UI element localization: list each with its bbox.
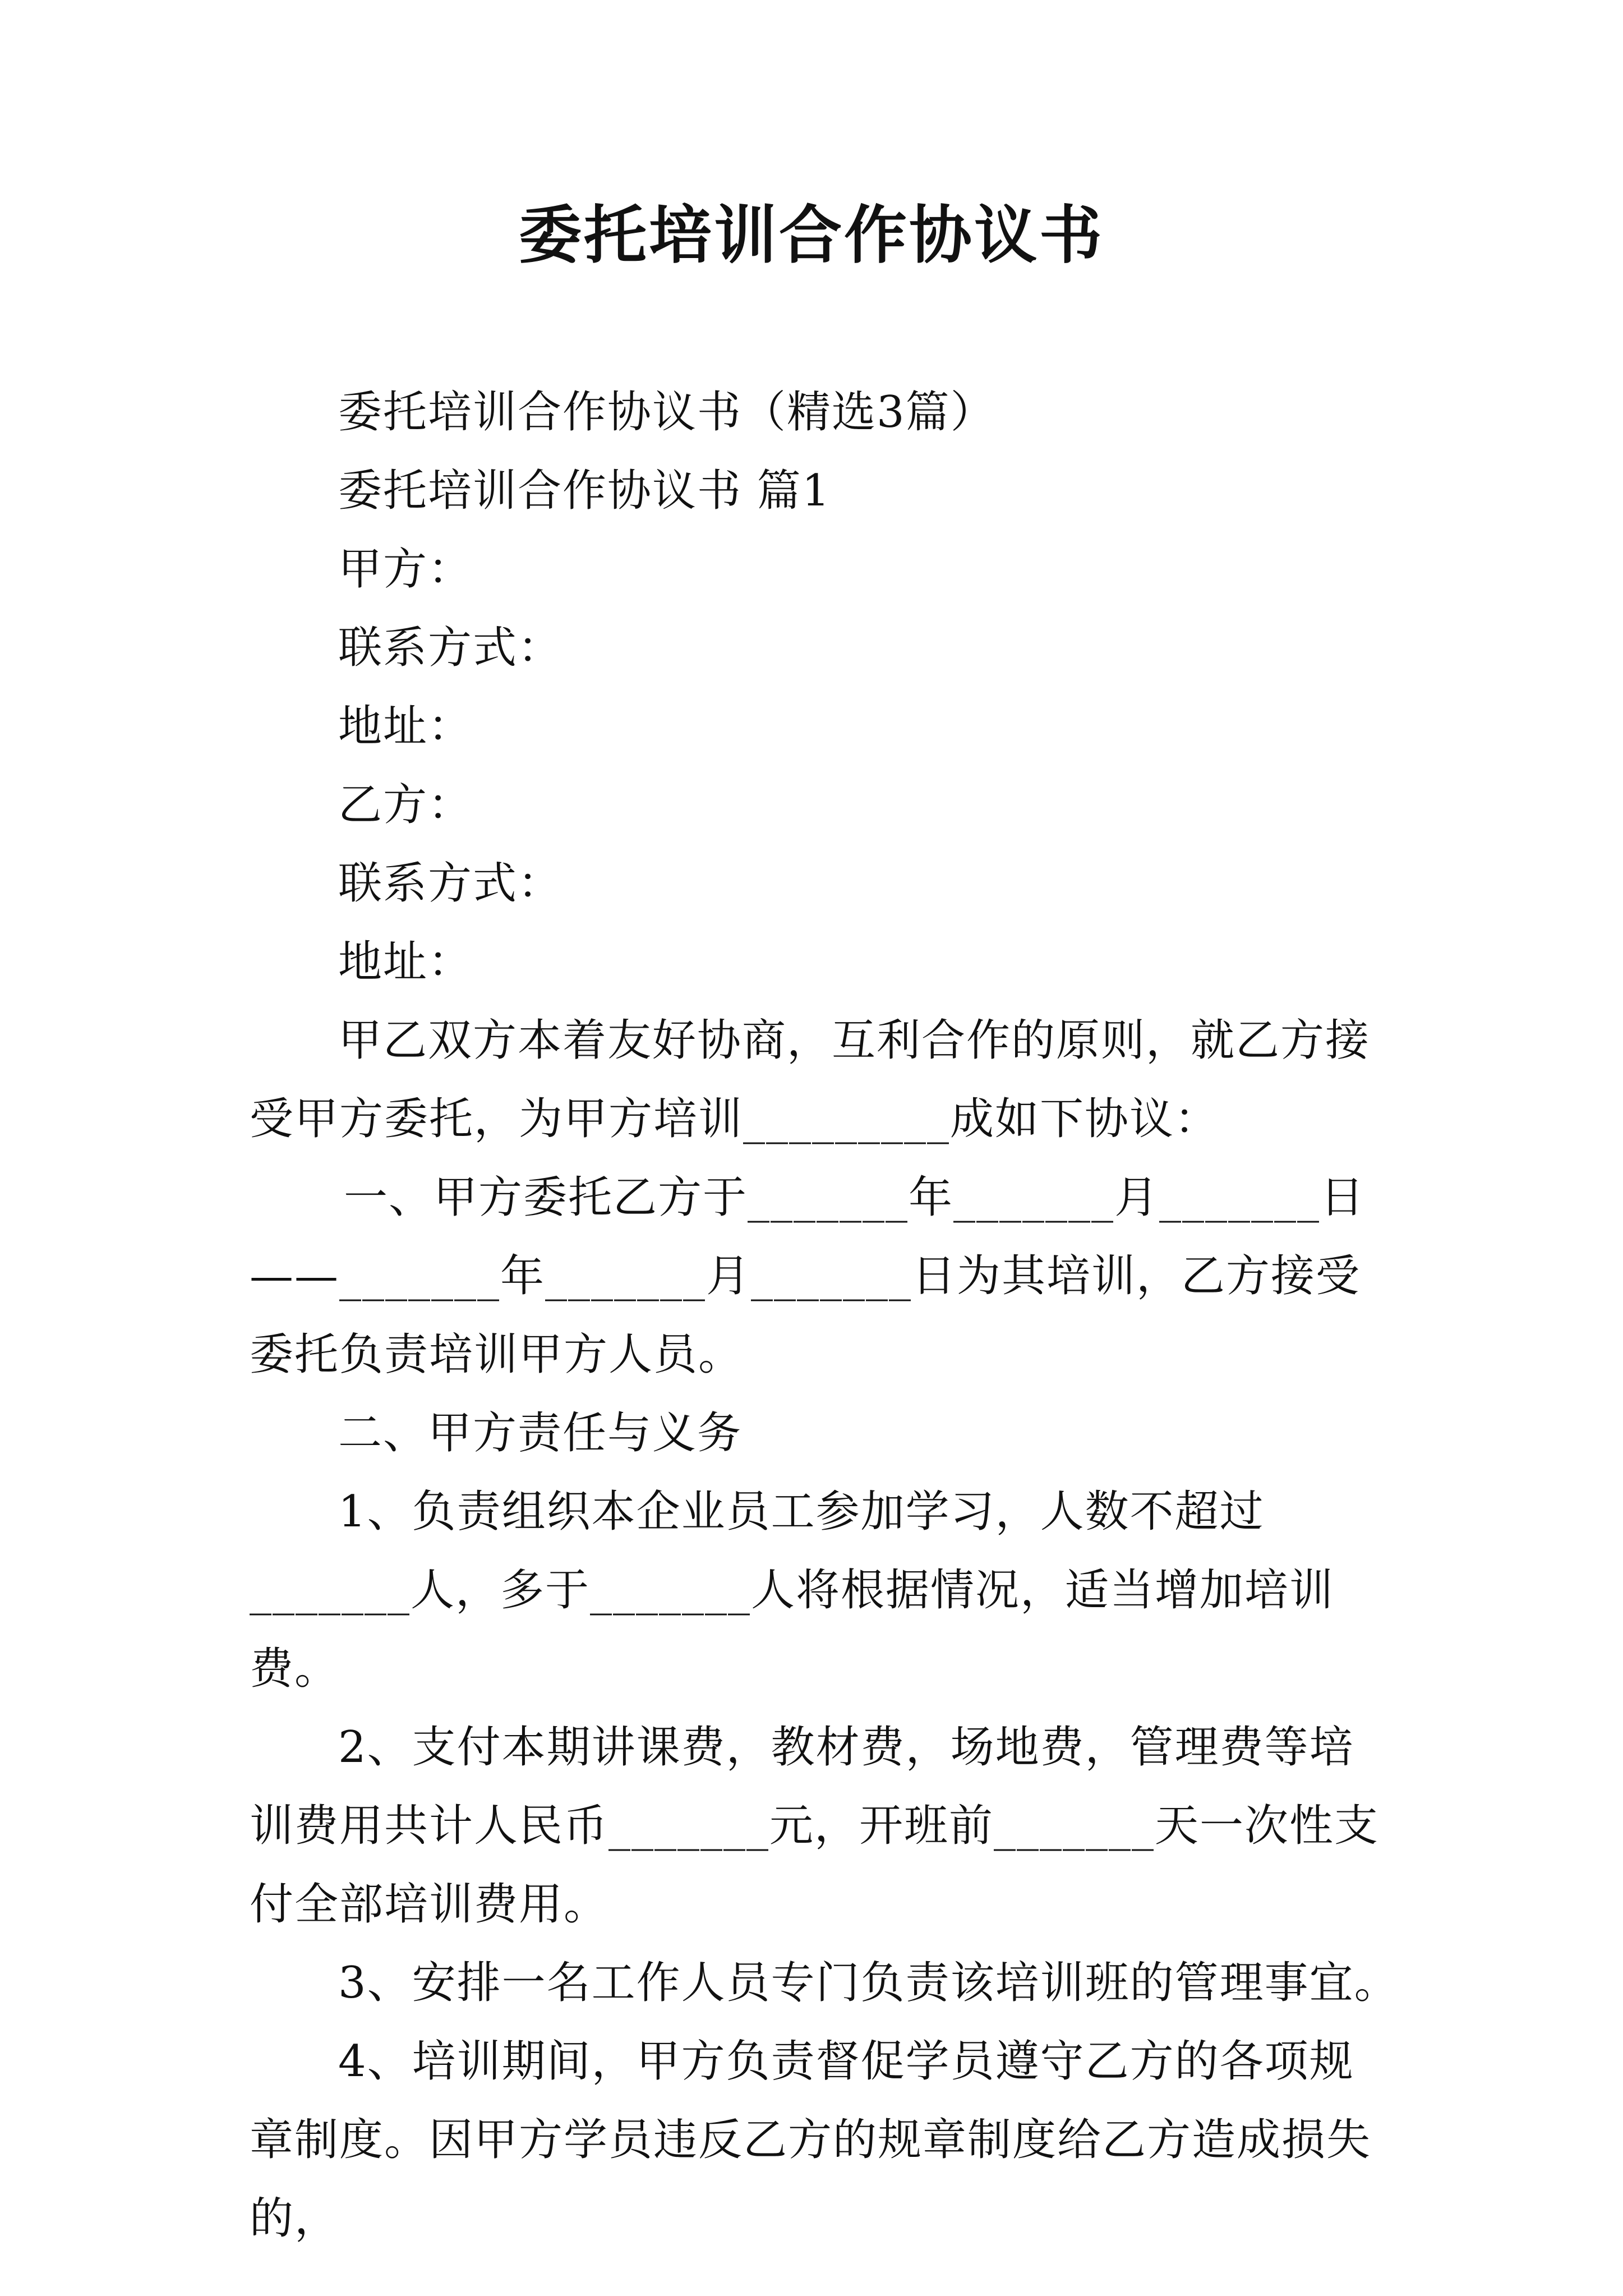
party-b-label: 乙方： bbox=[338, 780, 473, 830]
party-a-label: 甲方： bbox=[338, 544, 473, 595]
party-b-address-label: 地址： bbox=[338, 937, 473, 987]
preamble-paragraph: 甲乙双方本着友好协商，互利合作的原则，就乙方接受甲方委托，为甲方培训_________成如下协议： bbox=[250, 1015, 1371, 1144]
party-b-contact-label: 联系方式： bbox=[338, 858, 563, 909]
document-title: 委托培训合作协议书 bbox=[519, 199, 1104, 272]
party-a-contact-label: 联系方式： bbox=[338, 623, 563, 673]
clause-2-heading: 二、甲方责任与义务 bbox=[338, 1408, 743, 1458]
duty-3-paragraph: 3、安排一名工作人员专门负责该培训班的管理事宜。 bbox=[338, 1958, 1399, 2008]
document-body bbox=[250, 373, 1399, 2258]
subtitle-line: 委托培训合作协议书（精选3篇） bbox=[338, 387, 995, 438]
duty-2-paragraph: 2、支付本期讲课费，教材费，场地费，管理费等培训费用共计人民币_______元，开班前_______天一次性支付全部培训费用。 bbox=[250, 1722, 1380, 1930]
duty-1-paragraph: 1、负责组织本企业员工参加学习，人数不超过_______人，多于_______人将根据情况，适当增加培训费。 bbox=[250, 1487, 1335, 1694]
party-a-address-label: 地址： bbox=[338, 701, 473, 752]
section-heading: 委托培训合作协议书 篇1 bbox=[338, 466, 831, 516]
duty-4-paragraph: 4、培训期间，甲方负责督促学员遵守乙方的各项规章制度。因甲方学员违反乙方的规章制度给乙方造成损失的， bbox=[250, 2036, 1372, 2244]
clause-1-paragraph: 一、甲方委托乙方于_______年_______月_______日——_______年_______月_______日为其培训，乙方接受委托负责培训甲方人员。 bbox=[250, 1172, 1366, 1380]
